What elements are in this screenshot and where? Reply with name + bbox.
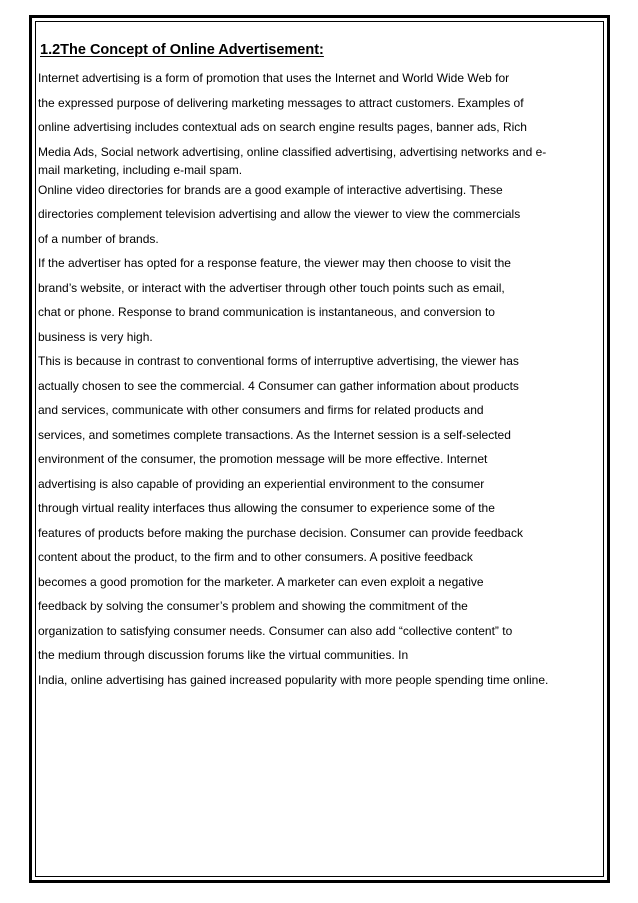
text-line: This is because in contrast to conventional forms of interruptive advertising, the viewer has (38, 354, 519, 368)
text-line: business is very high. (38, 329, 153, 344)
text-line: feedback by solving the consumer’s problem and showing the commitment of the (38, 599, 468, 613)
text-line: the expressed purpose of delivering marketing messages to attract customers. Examples of (38, 95, 524, 110)
text-line: India, online advertising has gained increased popularity with more people spending time online. (38, 672, 549, 687)
text-line: online advertising includes contextual ads on search engine results pages, banner ads, Rich (38, 120, 527, 134)
text-line: Internet advertising is a form of promotion that uses the Internet and World Wide Web for (38, 71, 510, 85)
text-line: the medium through discussion forums like the virtual communities. In (38, 648, 409, 662)
text-line: through virtual reality interfaces thus allowing the consumer to experience some of the (38, 501, 495, 515)
text-line: Media Ads, Social network advertising, online classified advertising, advertising networks and e- (38, 144, 547, 159)
text-line: If the advertiser has opted for a response feature, the viewer may then choose to visit the (38, 256, 511, 270)
text-line: organization to satisfying consumer needs. Consumer can also add “collective content” to (38, 623, 513, 638)
text-line: actually chosen to see the commercial. 4 Consumer can gather information about products (38, 378, 519, 393)
text-line: Online video directories for brands are a good example of interactive advertising. These (38, 182, 503, 197)
text-line: directories complement television advertising and allow the viewer to view the commercials (38, 207, 521, 221)
text-line: services, and sometimes complete transactions. As the Internet session is a self-selected (38, 427, 511, 442)
text-line: advertising is also capable of providing an experiential environment to the consumer (38, 476, 485, 491)
text-line: environment of the consumer, the promotion message will be more effective. Internet (38, 452, 488, 466)
text-line: becomes a good promotion for the marketer. A marketer can even exploit a negative (38, 574, 484, 589)
text-line: content about the product, to the firm and to other consumers. A positive feedback (38, 550, 473, 564)
text-line: chat or phone. Response to brand communication is instantaneous, and conversion to (38, 305, 495, 319)
body-text (38, 66, 598, 692)
section-heading: 1.2The Concept of Online Advertisement: (40, 42, 324, 58)
text-line: of a number of brands. (38, 231, 159, 246)
text-line: brand’s website, or interact with the advertiser through other touch points such as email, (38, 280, 505, 295)
text-line: and services, communicate with other consumers and firms for related products and (38, 403, 484, 417)
text-line: mail marketing, including e-mail spam. (38, 163, 243, 177)
text-line: features of products before making the purchase decision. Consumer can provide feedback (38, 525, 523, 540)
